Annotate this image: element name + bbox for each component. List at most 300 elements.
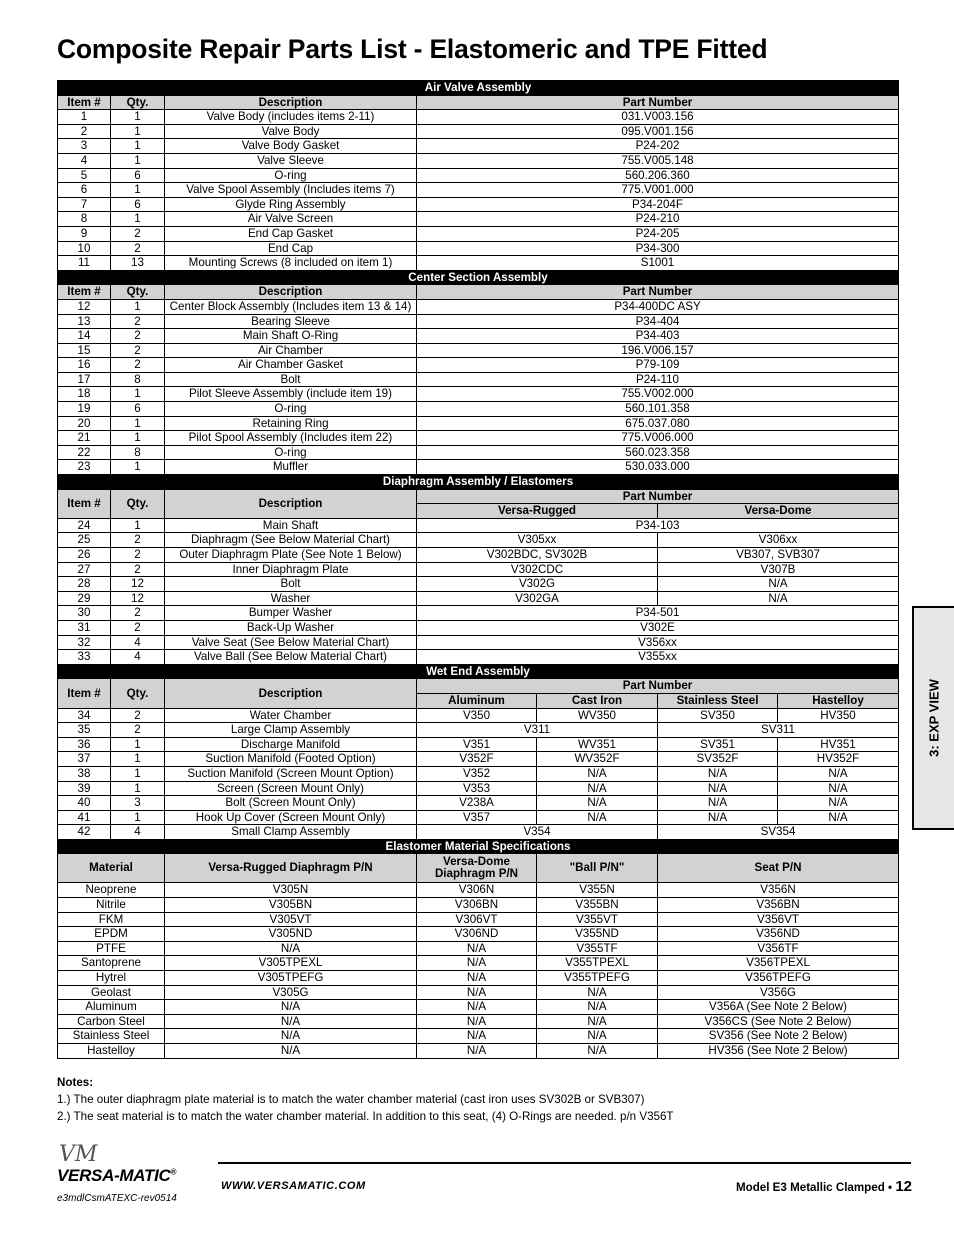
table-cell: 2 [111, 314, 165, 329]
part-number-cell: V356CS (See Note 2 Below) [658, 1014, 899, 1029]
table-cell: 21 [58, 431, 111, 446]
description-cell: Retaining Ring [165, 416, 417, 431]
column-header: Part Number [417, 95, 899, 110]
table-cell: 35 [58, 723, 111, 738]
column-header: Item # [58, 285, 111, 300]
parts-table [57, 80, 899, 1059]
table-row [58, 956, 899, 971]
column-header: Description [165, 285, 417, 300]
material-cell: EPDM [58, 927, 165, 942]
table-cell: 22 [58, 445, 111, 460]
part-number-cell: 196.V006.157 [417, 343, 899, 358]
table-cell: 6 [111, 402, 165, 417]
table-row [58, 402, 899, 417]
description-cell: Bolt [165, 577, 417, 592]
table-cell: 13 [58, 314, 111, 329]
description-cell: O-ring [165, 445, 417, 460]
table-row [58, 518, 899, 533]
part-number-cell: V305G [165, 985, 417, 1000]
part-number-cell: WV351 [537, 737, 658, 752]
description-cell: Screen (Screen Mount Only) [165, 781, 417, 796]
part-number-cell: V357 [417, 810, 537, 825]
table-row [58, 635, 899, 650]
table-cell: 2 [111, 548, 165, 563]
table-cell: 9 [58, 226, 111, 241]
part-number-cell: N/A [658, 781, 778, 796]
table-header-row [58, 854, 899, 883]
part-number-cell: P24-205 [417, 226, 899, 241]
table-row [58, 445, 899, 460]
part-number-cell: SV311 [658, 723, 899, 738]
column-header: Description [165, 679, 417, 708]
table-row [58, 387, 899, 402]
part-number-cell: V356TF [658, 941, 899, 956]
part-number-cell: 031.V003.156 [417, 110, 899, 125]
table-cell: 23 [58, 460, 111, 475]
table-cell: 3 [58, 139, 111, 154]
section-title-air-valve: Air Valve Assembly [58, 81, 899, 96]
part-number-cell: 755.V005.148 [417, 153, 899, 168]
table-cell: 40 [58, 796, 111, 811]
column-header: Item # [58, 679, 111, 708]
part-number-cell: V352F [417, 752, 537, 767]
table-row [58, 941, 899, 956]
column-header: Part Number [417, 679, 899, 694]
part-number-cell: V356G [658, 985, 899, 1000]
part-number-cell: N/A [658, 766, 778, 781]
description-cell: Center Block Assembly (Includes item 13 & 14) [165, 299, 417, 314]
table-cell: 4 [111, 635, 165, 650]
description-cell: Valve Spool Assembly (Includes items 7) [165, 183, 417, 198]
part-number-cell: N/A [165, 1000, 417, 1015]
part-number-cell: P34-103 [417, 518, 899, 533]
description-cell: Bolt (Screen Mount Only) [165, 796, 417, 811]
table-cell: 6 [111, 197, 165, 212]
table-header-row [58, 95, 899, 110]
table-cell: 11 [58, 256, 111, 271]
table-cell: 2 [111, 533, 165, 548]
part-number-cell: N/A [778, 781, 899, 796]
table-row [58, 153, 899, 168]
table-cell: 1 [111, 737, 165, 752]
column-header: Material [58, 854, 165, 883]
website-url[interactable]: WWW.VERSAMATIC.COM [221, 1180, 366, 1192]
table-cell: 29 [58, 591, 111, 606]
section-tab-label: 3: EXP VIEW [926, 679, 942, 757]
column-header: Description [165, 95, 417, 110]
part-number-cell: P34-501 [417, 606, 899, 621]
table-cell: 12 [111, 577, 165, 592]
table-cell: 26 [58, 548, 111, 563]
description-cell: Pilot Spool Assembly (Includes item 22) [165, 431, 417, 446]
description-cell: Hook Up Cover (Screen Mount Only) [165, 810, 417, 825]
section-header-row [58, 664, 899, 679]
part-number-cell: N/A [417, 956, 537, 971]
part-number-cell: 560.023.358 [417, 445, 899, 460]
part-number-cell: V306xx [658, 533, 899, 548]
section-title-diaphragm: Diaphragm Assembly / Elastomers [58, 475, 899, 490]
part-number-cell: N/A [417, 1000, 537, 1015]
table-cell: 1 [111, 416, 165, 431]
column-header: "Ball P/N" [537, 854, 658, 883]
part-number-cell: N/A [778, 766, 899, 781]
table-cell: 1 [111, 752, 165, 767]
part-number-cell: V238A [417, 796, 537, 811]
section-title-center: Center Section Assembly [58, 270, 899, 285]
part-number-cell: N/A [165, 941, 417, 956]
table-cell: 37 [58, 752, 111, 767]
table-cell: 27 [58, 562, 111, 577]
registered-mark: ® [170, 1167, 177, 1177]
part-number-cell: SV351 [658, 737, 778, 752]
table-header-row [58, 285, 899, 300]
table-cell: 12 [111, 591, 165, 606]
table-row [58, 431, 899, 446]
description-cell: Outer Diaphragm Plate (See Note 1 Below) [165, 548, 417, 563]
section-tab[interactable] [912, 606, 954, 830]
table-cell: 2 [111, 562, 165, 577]
material-cell: Nitrile [58, 898, 165, 913]
table-cell: 2 [58, 124, 111, 139]
table-cell: 20 [58, 416, 111, 431]
part-number-cell: V305ND [165, 927, 417, 942]
table-row [58, 927, 899, 942]
table-cell: 2 [111, 226, 165, 241]
table-row [58, 620, 899, 635]
table-cell: 4 [111, 825, 165, 840]
part-number-cell: V302GA [417, 591, 658, 606]
part-number-cell: P34-204F [417, 197, 899, 212]
table-cell: 1 [111, 153, 165, 168]
header-line: Versa-Dome [442, 855, 511, 869]
table-row [58, 168, 899, 183]
table-row [58, 737, 899, 752]
table-cell: 25 [58, 533, 111, 548]
table-cell: 34 [58, 708, 111, 723]
description-cell: Valve Sleeve [165, 153, 417, 168]
table-row [58, 299, 899, 314]
part-number-cell: N/A [417, 1014, 537, 1029]
table-cell: 6 [58, 183, 111, 198]
description-cell: Valve Body (includes items 2-11) [165, 110, 417, 125]
table-cell: 8 [111, 372, 165, 387]
part-number-cell: HV356 (See Note 2 Below) [658, 1044, 899, 1059]
column-header: Description [165, 489, 417, 518]
table-header-row [58, 489, 899, 504]
part-number-cell: V350 [417, 708, 537, 723]
section-header-row [58, 475, 899, 490]
part-number-cell: N/A [778, 810, 899, 825]
table-cell: 16 [58, 358, 111, 373]
column-header: Qty. [111, 95, 165, 110]
part-number-cell: N/A [658, 796, 778, 811]
part-number-cell: N/A [165, 1044, 417, 1059]
part-number-cell: V305BN [165, 898, 417, 913]
part-number-cell: P24-210 [417, 212, 899, 227]
table-cell: 2 [111, 241, 165, 256]
table-cell: 14 [58, 329, 111, 344]
part-number-cell: 775.V006.000 [417, 431, 899, 446]
table-row [58, 416, 899, 431]
column-header: Aluminum [417, 693, 537, 708]
part-number-cell: WV352F [537, 752, 658, 767]
section-title-wet-end: Wet End Assembly [58, 664, 899, 679]
table-cell: 1 [58, 110, 111, 125]
part-number-cell: V302G [417, 577, 658, 592]
part-number-cell: V305TPEFG [165, 971, 417, 986]
table-row [58, 358, 899, 373]
part-number-cell: V355ND [537, 927, 658, 942]
description-cell: End Cap [165, 241, 417, 256]
table-row [58, 985, 899, 1000]
versamatic-logo [57, 1142, 217, 1190]
table-row [58, 1000, 899, 1015]
part-number-cell: V305VT [165, 912, 417, 927]
part-number-cell: 560.206.360 [417, 168, 899, 183]
column-header: Qty. [111, 285, 165, 300]
column-header: Qty. [111, 679, 165, 708]
part-number-cell: P34-403 [417, 329, 899, 344]
part-number-cell: HV352F [778, 752, 899, 767]
model-page-label [736, 1178, 912, 1195]
table-cell: 18 [58, 387, 111, 402]
part-number-cell: V355VT [537, 912, 658, 927]
material-cell: Aluminum [58, 1000, 165, 1015]
column-header: Stainless Steel [658, 693, 778, 708]
part-number-cell: V356BN [658, 898, 899, 913]
table-cell: 2 [111, 329, 165, 344]
material-cell: Carbon Steel [58, 1014, 165, 1029]
table-cell: 10 [58, 241, 111, 256]
table-row [58, 723, 899, 738]
part-number-cell: P24-110 [417, 372, 899, 387]
part-number-cell: SV350 [658, 708, 778, 723]
note-2: 2.) The seat material is to match the water chamber material. In addition to this seat, (4) O-Rings are needed. p/n V356T [57, 1110, 674, 1123]
table-row [58, 460, 899, 475]
column-header: Qty. [111, 489, 165, 518]
part-number-cell: N/A [537, 1044, 658, 1059]
part-number-cell: P34-404 [417, 314, 899, 329]
table-cell: 2 [111, 606, 165, 621]
part-number-cell: N/A [417, 1044, 537, 1059]
description-cell: Glyde Ring Assembly [165, 197, 417, 212]
table-cell: 36 [58, 737, 111, 752]
material-cell: Neoprene [58, 883, 165, 898]
part-number-cell: 755.V002.000 [417, 387, 899, 402]
table-cell: 7 [58, 197, 111, 212]
description-cell: Inner Diaphragm Plate [165, 562, 417, 577]
table-cell: 1 [111, 299, 165, 314]
table-row [58, 372, 899, 387]
table-cell: 2 [111, 620, 165, 635]
part-number-cell: N/A [537, 796, 658, 811]
table-cell: 1 [111, 110, 165, 125]
table-row [58, 329, 899, 344]
part-number-cell: N/A [537, 1000, 658, 1015]
table-cell: 1 [111, 183, 165, 198]
table-row [58, 898, 899, 913]
table-row [58, 343, 899, 358]
part-number-cell: 560.101.358 [417, 402, 899, 417]
table-cell: 39 [58, 781, 111, 796]
table-cell: 2 [111, 358, 165, 373]
description-cell: Valve Ball (See Below Material Chart) [165, 650, 417, 665]
table-cell: 38 [58, 766, 111, 781]
table-row [58, 212, 899, 227]
table-row [58, 139, 899, 154]
part-number-cell: HV351 [778, 737, 899, 752]
description-cell: Diaphragm (See Below Material Chart) [165, 533, 417, 548]
part-number-cell: V356A (See Note 2 Below) [658, 1000, 899, 1015]
table-cell: 6 [111, 168, 165, 183]
description-cell: Valve Body Gasket [165, 139, 417, 154]
description-cell: Main Shaft [165, 518, 417, 533]
description-cell: Washer [165, 591, 417, 606]
table-cell: 33 [58, 650, 111, 665]
material-cell: Hytrel [58, 971, 165, 986]
part-number-cell: V306ND [417, 927, 537, 942]
part-number-cell: WV350 [537, 708, 658, 723]
part-number-cell: V302E [417, 620, 899, 635]
table-cell: 1 [111, 139, 165, 154]
table-cell: 1 [111, 766, 165, 781]
column-header: Versa-Dome [658, 504, 899, 519]
table-cell: 4 [111, 650, 165, 665]
part-number-cell: V355N [537, 883, 658, 898]
part-number-cell: N/A [658, 810, 778, 825]
table-cell: 1 [111, 460, 165, 475]
table-row [58, 650, 899, 665]
description-cell: Small Clamp Assembly [165, 825, 417, 840]
part-number-cell: V352 [417, 766, 537, 781]
part-number-cell: V355TPEFG [537, 971, 658, 986]
description-cell: Air Chamber [165, 343, 417, 358]
description-cell: Air Chamber Gasket [165, 358, 417, 373]
table-cell: 2 [111, 723, 165, 738]
table-row [58, 708, 899, 723]
column-header [417, 854, 537, 883]
note-1: 1.) The outer diaphragm plate material is to match the water chamber material (cast iron uses SV302B or SVB307) [57, 1093, 645, 1106]
part-number-cell: N/A [165, 1029, 417, 1044]
table-cell: 17 [58, 372, 111, 387]
part-number-cell: N/A [537, 781, 658, 796]
table-row [58, 124, 899, 139]
table-cell: 3 [111, 796, 165, 811]
model-name: Model E3 Metallic Clamped • [735, 1181, 893, 1194]
table-row [58, 912, 899, 927]
part-number-cell: S1001 [417, 256, 899, 271]
description-cell: Discharge Manifold [165, 737, 417, 752]
description-cell: End Cap Gasket [165, 226, 417, 241]
column-header: Cast Iron [537, 693, 658, 708]
column-header: Item # [58, 489, 111, 518]
table-cell: 1 [111, 810, 165, 825]
part-number-cell: N/A [537, 810, 658, 825]
description-cell: Water Chamber [165, 708, 417, 723]
part-number-cell: V306VT [417, 912, 537, 927]
table-cell: 8 [58, 212, 111, 227]
page-number: 12 [895, 1178, 912, 1195]
material-cell: FKM [58, 912, 165, 927]
table-cell: 1 [111, 518, 165, 533]
table-cell: 15 [58, 343, 111, 358]
part-number-cell: 675.037.080 [417, 416, 899, 431]
table-cell: 42 [58, 825, 111, 840]
part-number-cell: V355BN [537, 898, 658, 913]
part-number-cell: HV350 [778, 708, 899, 723]
table-row [58, 562, 899, 577]
part-number-cell: V355TF [537, 941, 658, 956]
material-cell: Santoprene [58, 956, 165, 971]
part-number-cell: N/A [537, 985, 658, 1000]
column-header: Hastelloy [778, 693, 899, 708]
part-number-cell: V356xx [417, 635, 899, 650]
description-cell: Back-Up Washer [165, 620, 417, 635]
notes-title: Notes: [57, 1076, 94, 1089]
table-cell: 8 [111, 445, 165, 460]
part-number-cell: SV354 [658, 825, 899, 840]
table-cell: 1 [111, 124, 165, 139]
part-number-cell: V302BDC, SV302B [417, 548, 658, 563]
table-cell: 28 [58, 577, 111, 592]
table-cell: 31 [58, 620, 111, 635]
part-number-cell: P34-400DC ASY [417, 299, 899, 314]
table-row [58, 971, 899, 986]
table-row [58, 766, 899, 781]
part-number-cell: N/A [778, 796, 899, 811]
part-number-cell: P34-300 [417, 241, 899, 256]
vm-logo-mark: VM [59, 1142, 98, 1167]
document-id: e3mdlCsmATEXC-rev0514 [57, 1193, 177, 1204]
part-number-cell: V302CDC [417, 562, 658, 577]
part-number-cell: 095.V001.156 [417, 124, 899, 139]
part-number-cell: V356TPEXL [658, 956, 899, 971]
part-number-cell: V356VT [658, 912, 899, 927]
table-row [58, 752, 899, 767]
table-cell: 1 [111, 212, 165, 227]
part-number-cell: V356TPEFG [658, 971, 899, 986]
description-cell: Mounting Screws (8 included on item 1) [165, 256, 417, 271]
table-row [58, 606, 899, 621]
material-cell: PTFE [58, 941, 165, 956]
notes [57, 1074, 674, 1125]
part-number-cell: V305N [165, 883, 417, 898]
part-number-cell: N/A [658, 577, 899, 592]
part-number-cell: V351 [417, 737, 537, 752]
table-row [58, 577, 899, 592]
material-cell: Geolast [58, 985, 165, 1000]
part-number-cell: N/A [537, 1029, 658, 1044]
description-cell: Bumper Washer [165, 606, 417, 621]
part-number-cell: V356N [658, 883, 899, 898]
part-number-cell: V307B [658, 562, 899, 577]
description-cell: Large Clamp Assembly [165, 723, 417, 738]
table-cell: 12 [58, 299, 111, 314]
description-cell: O-ring [165, 168, 417, 183]
part-number-cell: V354 [417, 825, 658, 840]
description-cell: Muffler [165, 460, 417, 475]
part-number-cell: 775.V001.000 [417, 183, 899, 198]
section-header-row [58, 81, 899, 96]
part-number-cell: P79-109 [417, 358, 899, 373]
table-cell: 24 [58, 518, 111, 533]
part-number-cell: VB307, SVB307 [658, 548, 899, 563]
table-row [58, 1014, 899, 1029]
table-row [58, 591, 899, 606]
part-number-cell: V306BN [417, 898, 537, 913]
part-number-cell: N/A [658, 591, 899, 606]
table-cell: 30 [58, 606, 111, 621]
